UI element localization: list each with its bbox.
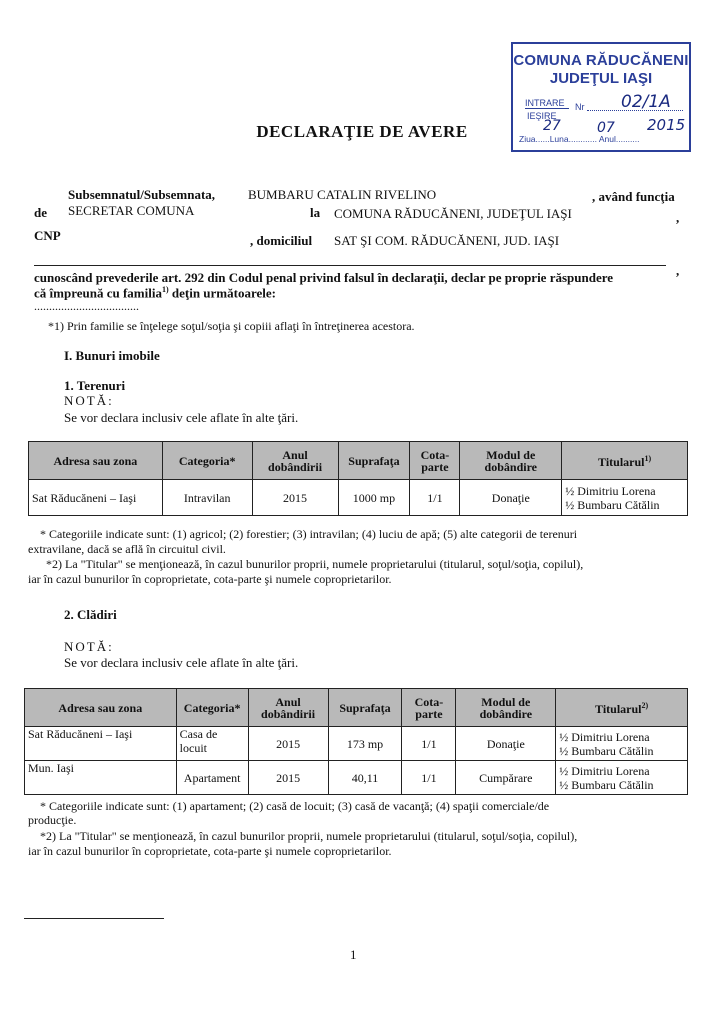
declaration-text-line2: că împreună cu familia$^{1)}$ deţin următoarele:	[34, 285, 276, 301]
col-cota: Cota-parte	[402, 689, 456, 727]
col-suprafata: Suprafaţa	[338, 442, 410, 480]
terenuri-table	[28, 441, 688, 516]
cell-suprafata: 173 mp	[328, 727, 402, 761]
table-row	[29, 480, 688, 516]
cell-modul: Donaţie	[460, 480, 562, 516]
stamp-nr-value: 02/1A	[621, 92, 671, 112]
stamp-date-year: 2015	[647, 116, 686, 134]
separator-line	[34, 265, 666, 266]
nota-text: Se vor declara inclusiv cele aflate în alte ţări.	[64, 410, 299, 425]
cnp-label: CNP	[34, 228, 61, 243]
cell-adresa: Sat Răducăneni – Iaşi	[29, 480, 163, 516]
cell-anul: 2015	[248, 761, 328, 795]
subsection-cladiri: 2. Clădiri	[64, 607, 117, 622]
col-titularul: Titularul$^{2)}$	[556, 689, 688, 727]
stamp-line-1: COMUNA RĂDUCĂNENI	[513, 52, 689, 69]
comma-mark: ,	[676, 210, 680, 225]
cell-suprafata: 40,11	[328, 761, 402, 795]
avand-functia-label: , având funcţia	[592, 189, 675, 204]
col-categoria: Categoria*	[162, 442, 252, 480]
cell-categoria: Apartament	[176, 761, 248, 795]
stamp-iesire: IEŞIRE	[527, 111, 557, 121]
subsemnatul-label: Subsemnatul/Subsemnata,	[68, 187, 216, 202]
note-titular-cladiri: *2) La "Titular" se menţionează, în cazul bunurilor proprii, numele proprietarului (titularul, soţul/soţia, copilul),	[40, 829, 578, 843]
stamp-nr-label: Nr	[575, 102, 585, 112]
cell-categoria: Intravilan	[162, 480, 252, 516]
cell-cota: 1/1	[402, 761, 456, 795]
col-categoria: Categoria*	[176, 689, 248, 727]
table-row	[25, 727, 688, 761]
nota-text-2: Se vor declara inclusiv cele aflate în alte ţări.	[64, 655, 299, 670]
cladiri-table	[24, 688, 688, 795]
col-titularul: Titularul$^{1)}$	[562, 442, 688, 480]
col-adresa: Adresa sau zona	[25, 689, 177, 727]
document-title: DECLARAŢIE DE AVERE	[256, 122, 468, 141]
cell-anul: 2015	[248, 727, 328, 761]
note-titular-cladiri-cont: iar în cazul bunurilor în coproprietate, cota-parte şi numele coproprietarilor.	[28, 844, 392, 858]
cell-adresa: Mun. Iaşi	[25, 761, 177, 795]
dotted-line: ...................................	[34, 299, 139, 313]
cell-categoria: Casa de locuit	[176, 727, 248, 761]
cell-cota: 1/1	[410, 480, 460, 516]
la-label: la	[310, 205, 321, 220]
de-label: de	[34, 205, 47, 220]
domiciliul-value: SAT ŞI COM. RĂDUCĂNENI, JUD. IAŞI	[334, 233, 560, 248]
note-categorii-cladiri-cont: producţie.	[28, 813, 77, 827]
col-anul: Anul dobândirii	[248, 689, 328, 727]
institutia-value: COMUNA RĂDUCĂNENI, JUDEŢUL IAŞI	[334, 206, 572, 221]
cell-titular: ½ Dimitriu Lorena ½ Bumbaru Cătălin	[556, 761, 688, 795]
stamp-intrare: INTRARE	[525, 98, 565, 108]
comma-mark-2: ,	[676, 263, 680, 278]
declarant-name: BUMBARU CATALIN RIVELINO	[248, 187, 437, 202]
col-modul: Modul de dobândire	[460, 442, 562, 480]
cell-adresa: Sat Răducăneni – Iaşi	[25, 727, 177, 761]
cell-cota: 1/1	[402, 727, 456, 761]
table-header-row	[25, 689, 688, 727]
cell-modul: Cumpărare	[456, 761, 556, 795]
page-number: 1	[350, 947, 357, 962]
col-cota: Cota-parte	[410, 442, 460, 480]
stamp-date-day: 27	[543, 118, 561, 134]
note-categorii-cladiri: * Categoriile indicate sunt: (1) apartament; (2) casă de locuit; (3) casă de vacanţă; (4) spaţii comerciale/de	[40, 799, 550, 813]
table-row	[25, 761, 688, 795]
stamp-line-2: JUDEŢUL IAŞI	[549, 70, 653, 87]
stamp-date-labels: Ziua......Luna............ Anul..........	[519, 134, 640, 144]
col-adresa: Adresa sau zona	[29, 442, 163, 480]
note-categorii-terenuri: * Categoriile indicate sunt: (1) agricol; (2) forestier; (3) intravilan; (4) luciu de apă; (5) alte categorii de terenuri	[40, 527, 578, 541]
cell-modul: Donaţie	[456, 727, 556, 761]
functia-value: SECRETAR COMUNA	[68, 203, 195, 218]
cell-titular: ½ Dimitriu Lorena ½ Bumbaru Cătălin	[562, 480, 688, 516]
cell-suprafata: 1000 mp	[338, 480, 410, 516]
note-titular-terenuri: *2) La "Titular" se menţionează, în cazul bunurilor proprii, numele proprietarului (titularul, soţul/soţia, copilul),	[46, 557, 584, 571]
domiciliul-label: , domiciliul	[250, 233, 313, 248]
footnote-familie: *1) Prin familie se înţelege soţul/soţia şi copiii aflaţi în întreţinerea acestora.	[48, 319, 415, 333]
subsection-terenuri: 1. Terenuri	[64, 378, 126, 393]
col-anul: Anul dobândirii	[252, 442, 338, 480]
cell-titular: ½ Dimitriu Lorena ½ Bumbaru Cătălin	[556, 727, 688, 761]
nota-label-2: NOTĂ:	[64, 639, 114, 654]
col-modul: Modul de dobândire	[456, 689, 556, 727]
note-categorii-terenuri-cont: extravilane, dacă se află în circuitul civil.	[28, 542, 226, 556]
nota-label: NOTĂ:	[64, 393, 114, 408]
stamp-date-month: 07	[597, 120, 615, 136]
note-titular-terenuri-cont: iar în cazul bunurilor în coproprietate, cota-parte şi numele coproprietarilor.	[28, 572, 392, 586]
footnote-rule	[24, 918, 164, 919]
section-bunuri-imobile: I. Bunuri imobile	[64, 348, 160, 363]
table-header-row	[29, 442, 688, 480]
col-suprafata: Suprafaţa	[328, 689, 402, 727]
declaration-text-line1: cunoscând prevederile art. 292 din Codul penal privind falsul în declaraţii, declar pe proprie răspundere	[34, 270, 614, 285]
cell-anul: 2015	[252, 480, 338, 516]
